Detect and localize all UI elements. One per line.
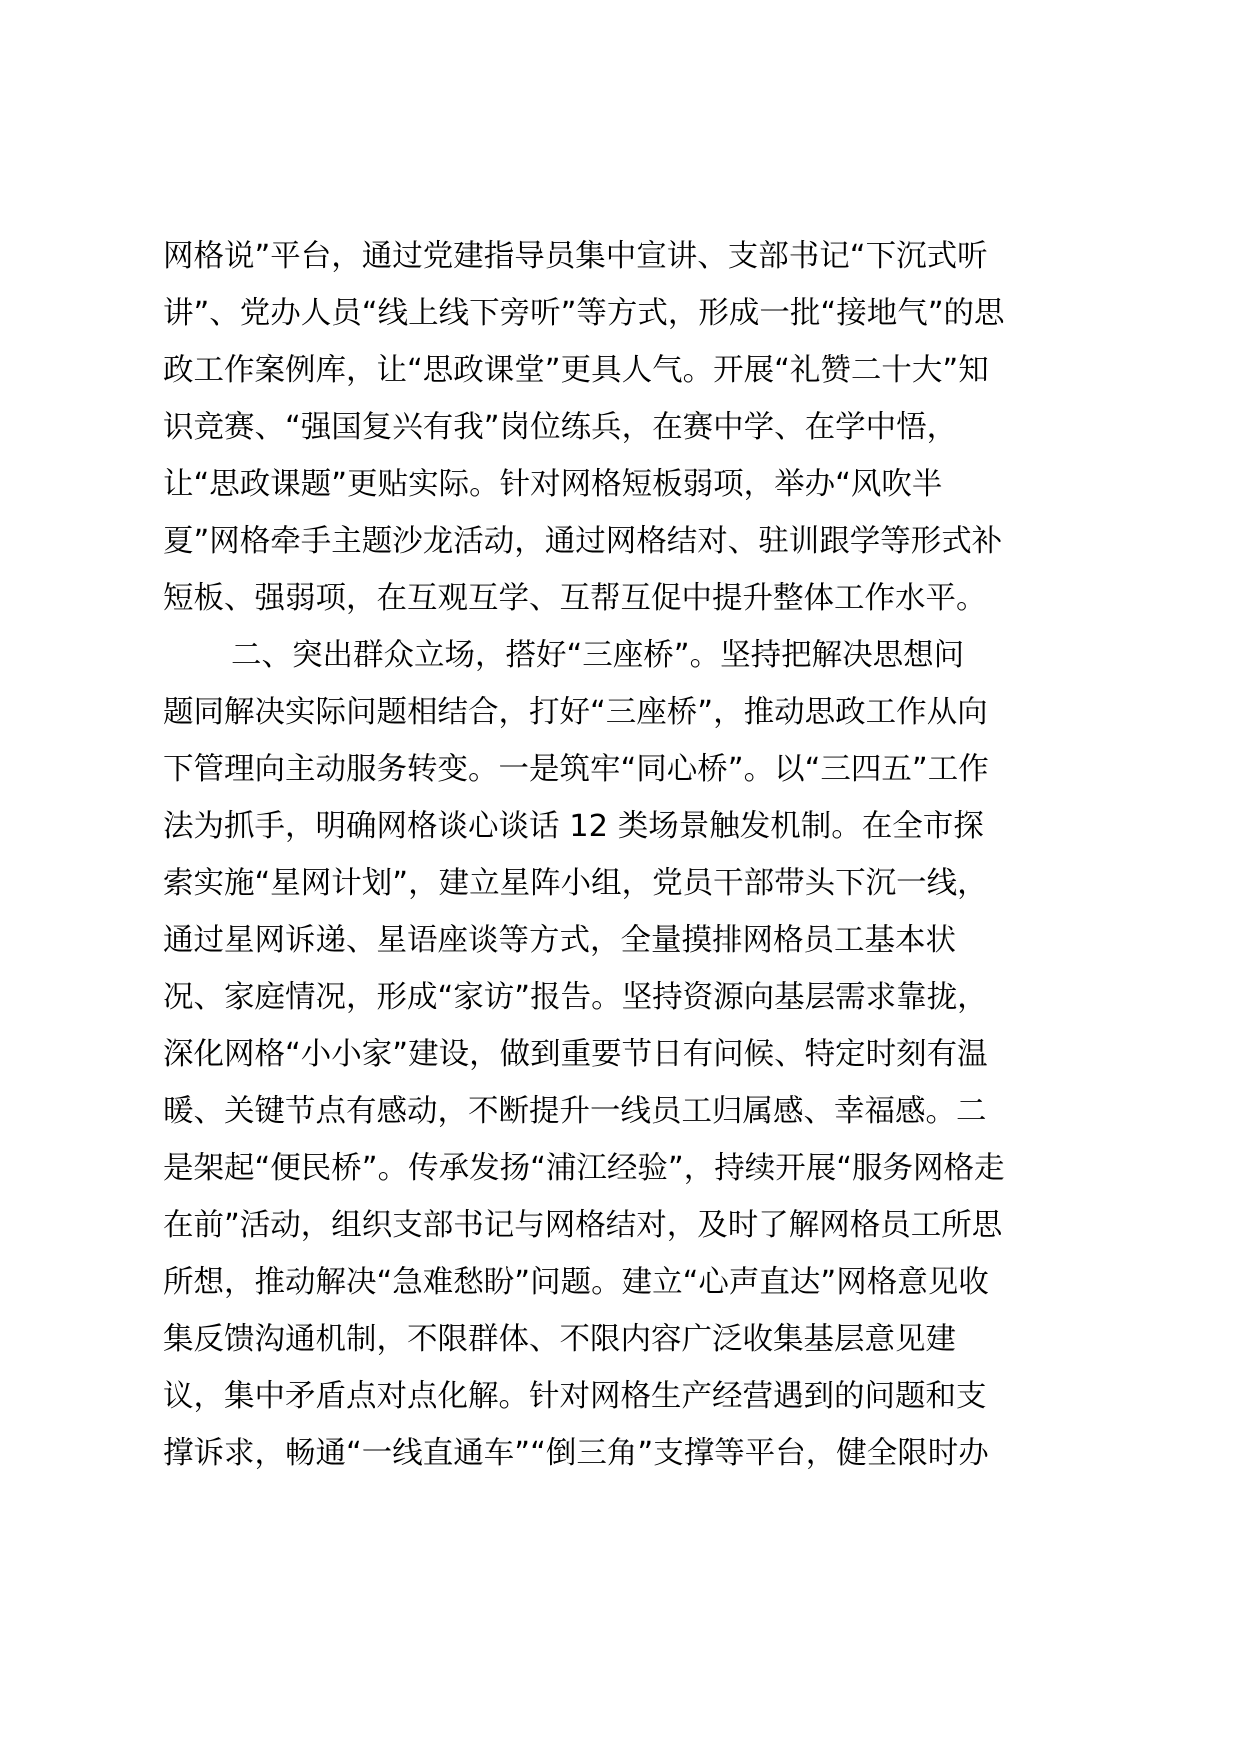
text-line: 况、家庭情况，形成“家访”报告。坚持资源向基层需求靠拢， xyxy=(163,980,988,1015)
text-line: 在前”活动，组织支部书记与网格结对，及时了解网格员工所思 xyxy=(163,1208,1003,1243)
text-line: 法为抓手，明确网格谈心谈话 12 类场景触发机制。在全市探 xyxy=(163,809,984,844)
text-line: 所想，推动解决“急难愁盼”问题。建立“心声直达”网格意见收 xyxy=(163,1265,989,1300)
text-line: 短板、强弱项，在互观互学、互帮互促中提升整体工作水平。 xyxy=(163,581,987,616)
text-line: 是架起“便民桥”。传承发扬“浦江经验”，持续开展“服务网格走 xyxy=(163,1151,1005,1186)
text-line: 深化网格“小小家”建设，做到重要节日有问候、特定时刻有温 xyxy=(163,1037,988,1072)
text-line: 议，集中矛盾点对点化解。针对网格生产经营遇到的问题和支 xyxy=(163,1379,987,1414)
text-line: 通过星网诉递、星语座谈等方式，全量摸排网格员工基本状 xyxy=(163,923,956,958)
text-line: 讲”、党办人员“线上线下旁听”等方式，形成一批“接地气”的思 xyxy=(163,296,1005,331)
section-heading-line: 二、突出群众立场，搭好“三座桥”。坚持把解决思想问 xyxy=(231,638,965,673)
text-line: 集反馈沟通机制，不限群体、不限内容广泛收集基层意见建 xyxy=(163,1322,956,1357)
text-line: 让“思政课题”更贴实际。针对网格短板弱项，举办“风吹半 xyxy=(163,467,943,502)
text-line: 下管理向主动服务转变。一是筑牢“同心桥”。以“三四五”工作 xyxy=(163,752,989,787)
text-line: 题同解决实际问题相结合，打好“三座桥”，推动思政工作从向 xyxy=(163,695,988,730)
text-line: 暖、关键节点有感动，不断提升一线员工归属感、幸福感。二 xyxy=(163,1094,987,1129)
text-line: 夏”网格牵手主题沙龙活动，通过网格结对、驻训跟学等形式补 xyxy=(163,524,1003,559)
text-line: 政工作案例库，让“思政课堂”更具人气。开展“礼赞二十大”知 xyxy=(163,353,989,388)
text-line: 撑诉求，畅通“一线直通车”“倒三角”支撑等平台，健全限时办 xyxy=(163,1436,989,1471)
text-line: 网格说”平台，通过党建指导员集中宣讲、支部书记“下沉式听 xyxy=(163,239,988,274)
text-line: 识竞赛、“强国复兴有我”岗位练兵，在赛中学、在学中悟， xyxy=(163,410,958,445)
text-line: 索实施“星网计划”，建立星阵小组，党员干部带头下沉一线， xyxy=(163,866,988,901)
